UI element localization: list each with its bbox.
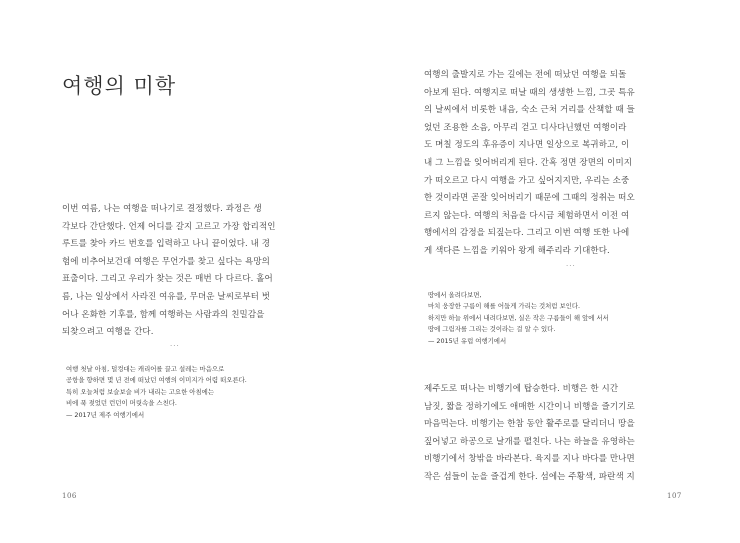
quote-source: — 2017년 제주 여행기에서: [66, 410, 145, 419]
quote-line: 마치 웅장한 구름이 해를 어둡게 가리는 것처럼 보인다.: [428, 302, 581, 311]
body-line: 비행기에서 창밖을 바라본다. 육지를 지나 바다를 만나면: [424, 454, 635, 465]
section-separator: ···: [566, 262, 576, 270]
chapter-title: 여행의 미학: [62, 74, 177, 99]
section-separator: ···: [170, 342, 180, 350]
body-line: 되찾으려고 여행을 간다.: [62, 327, 154, 338]
right-body-paragraph-1: [424, 67, 635, 261]
quote-line: 여행 첫날 아침, 덜컹대는 캐리어를 끌고 설레는 마음으로: [66, 365, 225, 373]
body-line: 이번 여름, 나는 여행을 떠나기로 결정했다. 과정은 생: [62, 204, 262, 214]
body-line: 행에서의 감정을 되짚는다. 그리고 이번 여행 또한 나에: [424, 228, 630, 239]
body-line: 남짓, 짧을 정하기에도 애매한 시간이니 비행을 즐기기로: [424, 401, 635, 412]
body-line: 아보게 된다. 여행지로 떠날 때의 생생한 느낌, 그곳 특유: [424, 87, 635, 98]
body-line: 게 색다른 느낌을 키워아 왕게 해주리라 기대한다.: [424, 245, 610, 256]
left-body-paragraph: [62, 201, 276, 342]
body-line: 가 떠오르고 다시 여행을 가고 싶어지지만, 우리는 소중: [424, 175, 630, 186]
quote-line: 하지만 하늘 위에서 내려다보면, 실은 작은 구름들이 해 앞에 서서: [428, 313, 609, 322]
quote-line: 땅에서 올려다보면,: [428, 291, 482, 299]
body-line: 표출이다. 그리고 우리가 찾는 것은 매번 다 다르다. 홀어: [62, 274, 273, 285]
body-line: 험에 비추어보건대 여행은 무언가를 찾고 싶다는 욕망의: [62, 256, 270, 267]
quote-line: 공항을 향하면 몇 년 전에 떠났던 여행의 이미지가 어렴 떠오른다.: [66, 376, 247, 385]
body-line: 의 날씨에서 비롯한 내음, 숙소 근처 거리를 산책할 때 들: [424, 105, 635, 116]
body-line: 작은 섬들이 눈을 즐겁게 한다. 섬에는 주황색, 파란색 지: [424, 471, 635, 482]
right-quote-block: [428, 290, 609, 347]
quote-line: 땅에 그림자를 그리는 것이라는 걸 알 수 있다.: [428, 325, 556, 334]
right-body-paragraph-2: [424, 381, 635, 487]
right-page: [370, 0, 740, 543]
body-line: 짚어넣고 하공으로 날개를 펼친다. 나는 하늘을 유영하는: [424, 436, 635, 447]
quote-line: 특히 오늘처럼 보슬보슬 비가 내리는 고요한 아침에는: [66, 387, 215, 396]
body-line: 도 며칠 정도의 후유증이 지나면 일상으로 복귀하고, 이: [424, 140, 630, 151]
body-line: 었던 조용한 소음, 아무리 걷고 디사다닌했던 여행이라: [424, 122, 627, 133]
body-line: 름, 나는 일상에서 사라진 여유를, 무뎌운 날씨로부터 벗: [62, 291, 271, 302]
body-line: 마음먹는다. 비행기는 한참 동안 활주로를 달리더니 땅을: [424, 419, 635, 430]
quote-line: 비에 푹 젖었던 런던이 머릿속을 스친다.: [66, 399, 177, 408]
left-quote-block: [66, 364, 247, 421]
quote-source: — 2015년 유럽 여행기에서: [428, 336, 507, 345]
page-number-right: 107: [667, 492, 682, 500]
body-line: 르지 않는다. 여행의 처음을 다시금 체험하면서 이전 여: [424, 210, 630, 221]
body-line: 어나 온화한 기후를, 함께 여행하는 사람과의 친밀감을: [62, 309, 265, 320]
body-line: 한 것이라면 곧잘 잊어버리기 때문에 그때의 정취는 떠오: [424, 193, 635, 204]
page-number-left: 106: [62, 492, 77, 500]
body-line: 각보다 간단했다. 언제 어디를 갈지 고르고 가장 합리적인: [62, 221, 276, 232]
body-line: 루트를 찾아 카드 번호를 입력하고 나니 끝이었다. 내 경: [62, 239, 271, 250]
body-line: 내 그 느낌을 잊어버리게 된다. 간혹 정면 장면의 이미지: [424, 157, 633, 168]
body-line: 여행의 출발지로 가는 길에는 전에 떠났던 여행을 되돌: [424, 70, 627, 80]
body-line: 제주도로 떠나는 비행기에 탑승한다. 비행은 한 시간: [424, 384, 619, 394]
